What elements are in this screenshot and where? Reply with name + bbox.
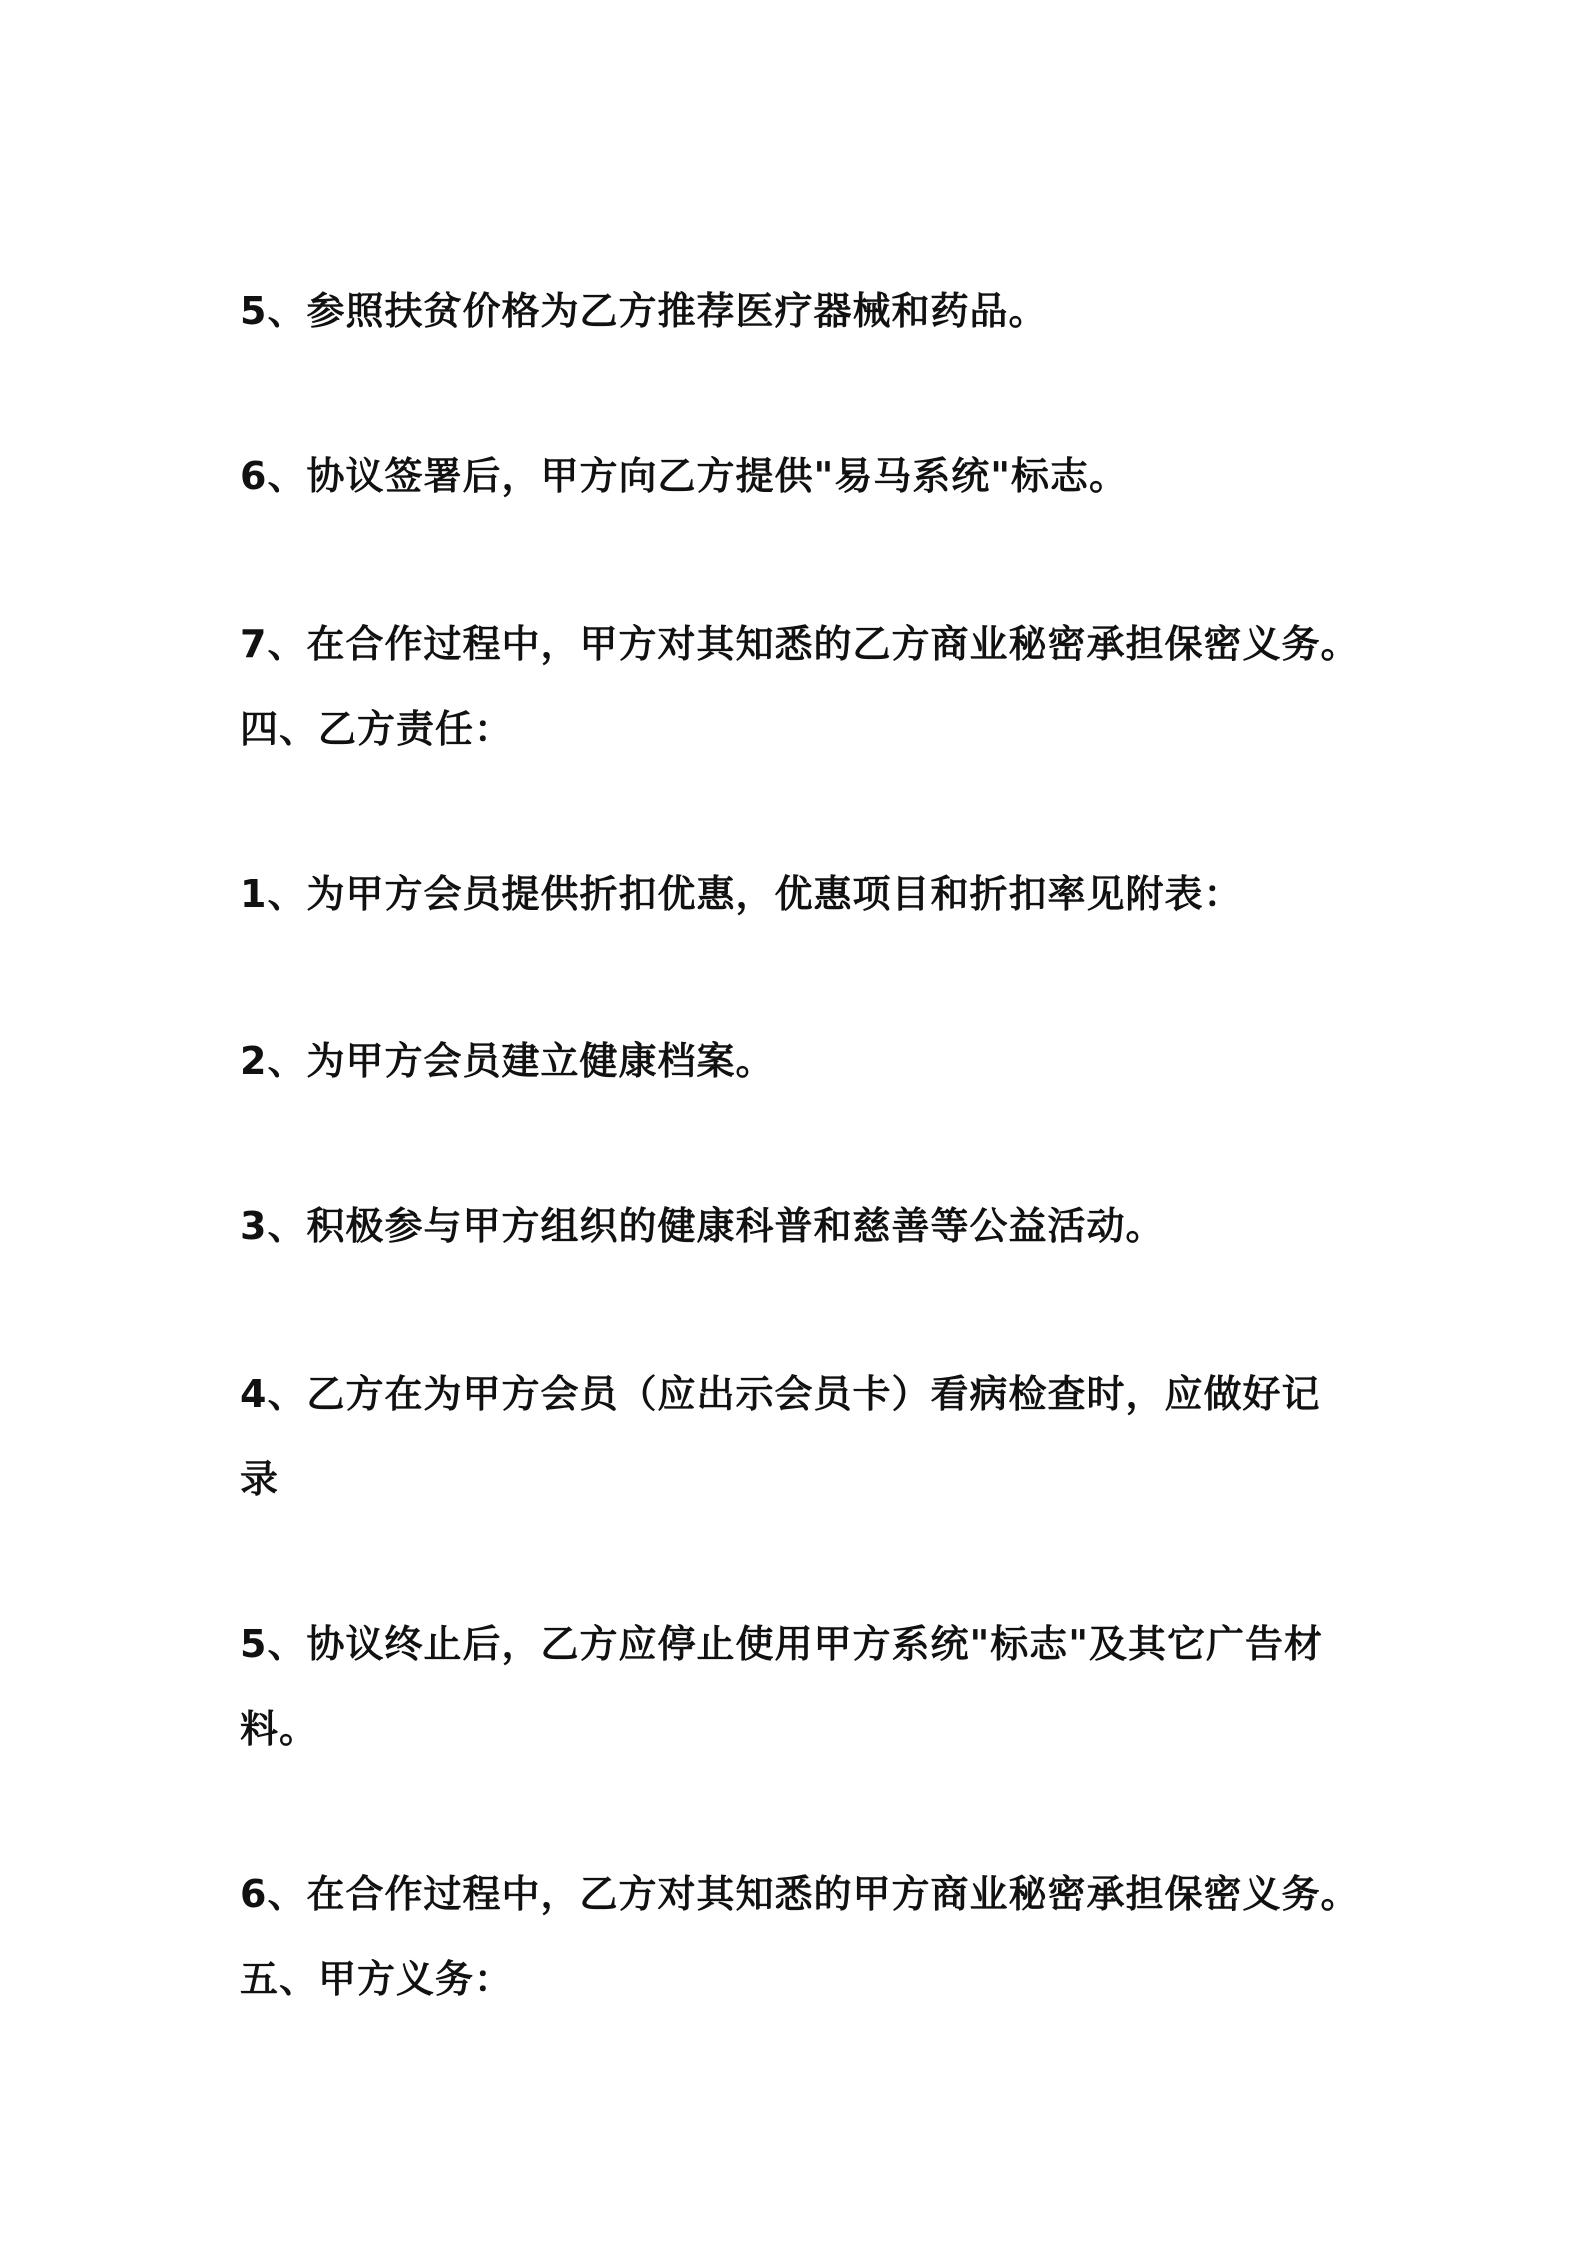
clause-party-a-6: 6、协议签署后，甲方向乙方提供"易马系统"标志。: [240, 454, 1129, 498]
clause-party-b-5-continued: 料。: [240, 1707, 319, 1751]
clause-party-b-4: 4、乙方在为甲方会员（应出示会员卡）看病检查时，应做好记: [240, 1372, 1321, 1416]
clause-party-b-2: 2、为甲方会员建立健康档案。: [240, 1039, 775, 1083]
section-heading-party-b: 四、乙方责任：: [240, 707, 514, 751]
clause-party-b-4-continued: 录: [240, 1457, 280, 1501]
clause-party-a-5: 5、参照扶贫价格为乙方推荐医疗器械和药品。: [240, 289, 1048, 333]
clause-party-b-5: 5、协议终止后，乙方应停止使用甲方系统"标志"及其它广告材: [240, 1622, 1324, 1666]
section-heading-party-a-obligations: 五、甲方义务：: [240, 1957, 514, 2001]
clause-party-a-7: 7、在合作过程中，甲方对其知悉的乙方商业秘密承担保密义务。: [240, 622, 1360, 666]
clause-party-b-6: 6、在合作过程中，乙方对其知悉的甲方商业秘密承担保密义务。: [240, 1872, 1360, 1916]
clause-party-b-1: 1、为甲方会员提供折扣优惠，优惠项目和折扣率见附表：: [240, 872, 1243, 916]
clause-party-b-3: 3、积极参与甲方组织的健康科普和慈善等公益活动。: [240, 1204, 1165, 1248]
